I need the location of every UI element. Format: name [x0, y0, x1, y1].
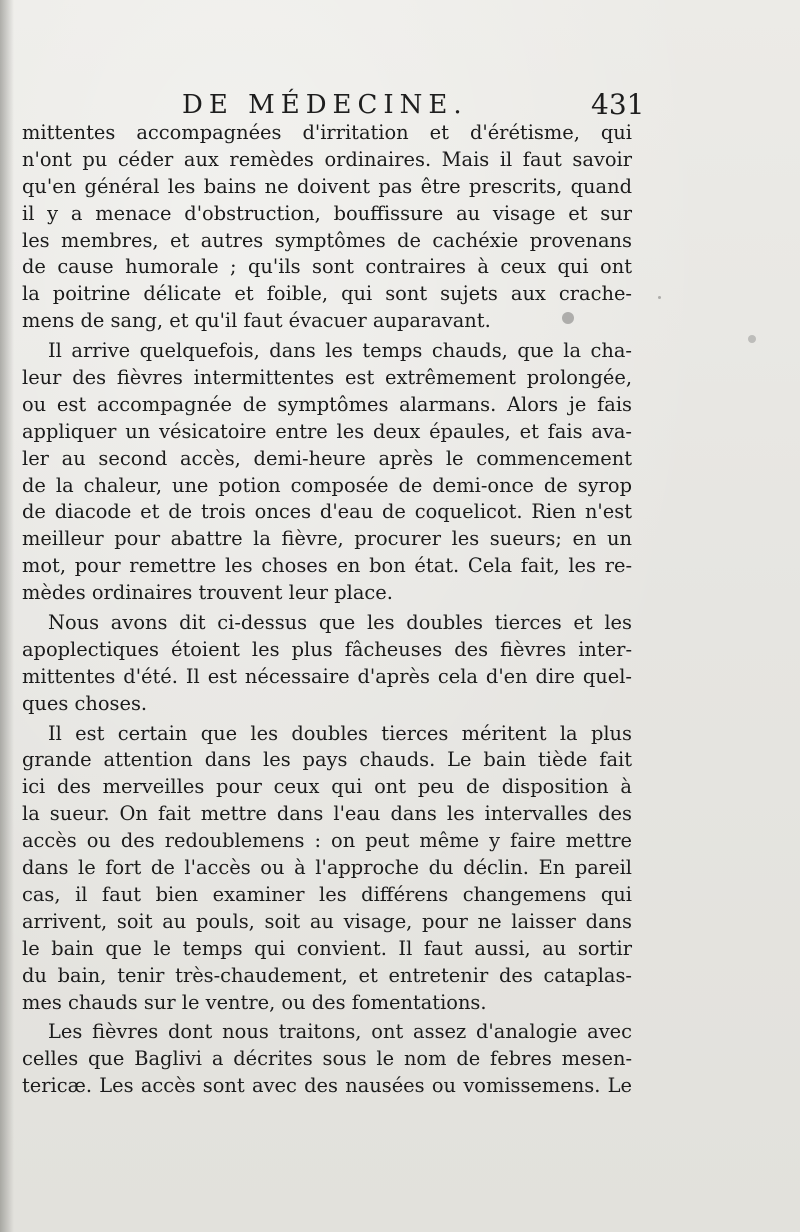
text-line: ques choses. [22, 691, 148, 715]
text-line: de cause humorale ; qu'ils sont contraires à ceux qui ont [22, 255, 632, 279]
text-line: Il est certain que les doubles tierces méritent la plus [48, 721, 632, 745]
text-line: mittentes accompagnées d'irritation et d'érétisme, qui [22, 121, 632, 144]
text-line: mot, pour remettre les choses en bon état. Cela fait, les re- [22, 554, 632, 578]
text-line: meilleur pour abattre la fièvre, procurer les sueurs; en un [22, 527, 632, 551]
paragraph [22, 338, 632, 607]
text-line: tericæ. Les accès sont avec des nausées ou vomissemens. Le [22, 1074, 632, 1098]
text-line: apoplectiques étoient les plus fâcheuses des fièvres inter- [22, 637, 632, 661]
text-line: la sueur. On fait mettre dans l'eau dans les intervalles des [22, 802, 632, 826]
text-line: mittentes d'été. Il est nécessaire d'après cela d'en dire quel- [22, 664, 632, 688]
text-line: de la chaleur, une potion composée de demi-once de syrop [22, 473, 632, 497]
text-line: Il arrive quelquefois, dans les temps chauds, que la cha- [48, 339, 632, 363]
ink-spot [748, 335, 756, 343]
text-line: appliquer un vésicatoire entre les deux épaules, et fais ava- [22, 419, 632, 443]
text-line: dans le fort de l'accès ou à l'approche du déclin. En pareil [22, 856, 632, 880]
text-line: les membres, et autres symptômes de cachéxie provenans [22, 228, 632, 252]
text-line: arrivent, soit au pouls, soit au visage, pour ne laisser dans [22, 909, 632, 933]
text-line: il y a menace d'obstruction, bouffissure au visage et sur [22, 201, 632, 225]
paragraph [22, 1019, 632, 1100]
text-line: ler au second accès, demi-heure après le commencement [22, 446, 632, 470]
text-line: cas, il faut bien examiner les différens changemens qui [22, 882, 632, 906]
paragraph [22, 120, 632, 335]
text-line: la poitrine délicate et foible, qui sont sujets aux crache- [22, 282, 632, 306]
text-line: grande attention dans les pays chauds. Le bain tiède fait [22, 748, 632, 772]
page-number: 431 [591, 88, 645, 121]
text-line: Les fièvres dont nous traitons, ont assez d'analogie avec [48, 1020, 632, 1044]
text-line: accès ou des redoublemens : on peut même y faire mettre [22, 829, 632, 853]
running-header [0, 82, 800, 122]
ink-spot [658, 296, 661, 299]
text-line: mens de sang, et qu'il faut évacuer auparavant. [22, 309, 491, 333]
text-line: mèdes ordinaires trouvent leur place. [22, 581, 393, 605]
text-line: ici des merveilles pour ceux qui ont peu de disposition à [22, 775, 632, 799]
page-gutter-shadow [0, 0, 14, 1232]
text-line: Nous avons dit ci-dessus que les doubles tierces et les [48, 611, 632, 635]
text-line: celles que Baglivi a décrites sous le nom de febres mesen- [22, 1047, 632, 1071]
body-text [22, 120, 632, 1100]
paragraph [22, 610, 632, 718]
text-line: mes chauds sur le ventre, ou des fomentations. [22, 990, 487, 1014]
paragraph [22, 721, 632, 1017]
text-line: leur des fièvres intermittentes est extrêmement prolongée, [22, 366, 632, 390]
text-line: ou est accompagnée de symptômes alarmans. Alors je fais [22, 392, 632, 416]
text-line: du bain, tenir très-chaudement, et entretenir des cataplas- [22, 963, 632, 987]
text-line: n'ont pu céder aux remèdes ordinaires. Mais il faut savoir [22, 147, 632, 171]
running-title: DE MÉDECINE. [182, 90, 468, 120]
text-line: de diacode et de trois onces d'eau de coquelicot. Rien n'est [22, 500, 632, 524]
text-line: qu'en général les bains ne doivent pas être prescrits, quand [22, 174, 632, 198]
text-line: le bain que le temps qui convient. Il faut aussi, au sortir [22, 936, 632, 960]
